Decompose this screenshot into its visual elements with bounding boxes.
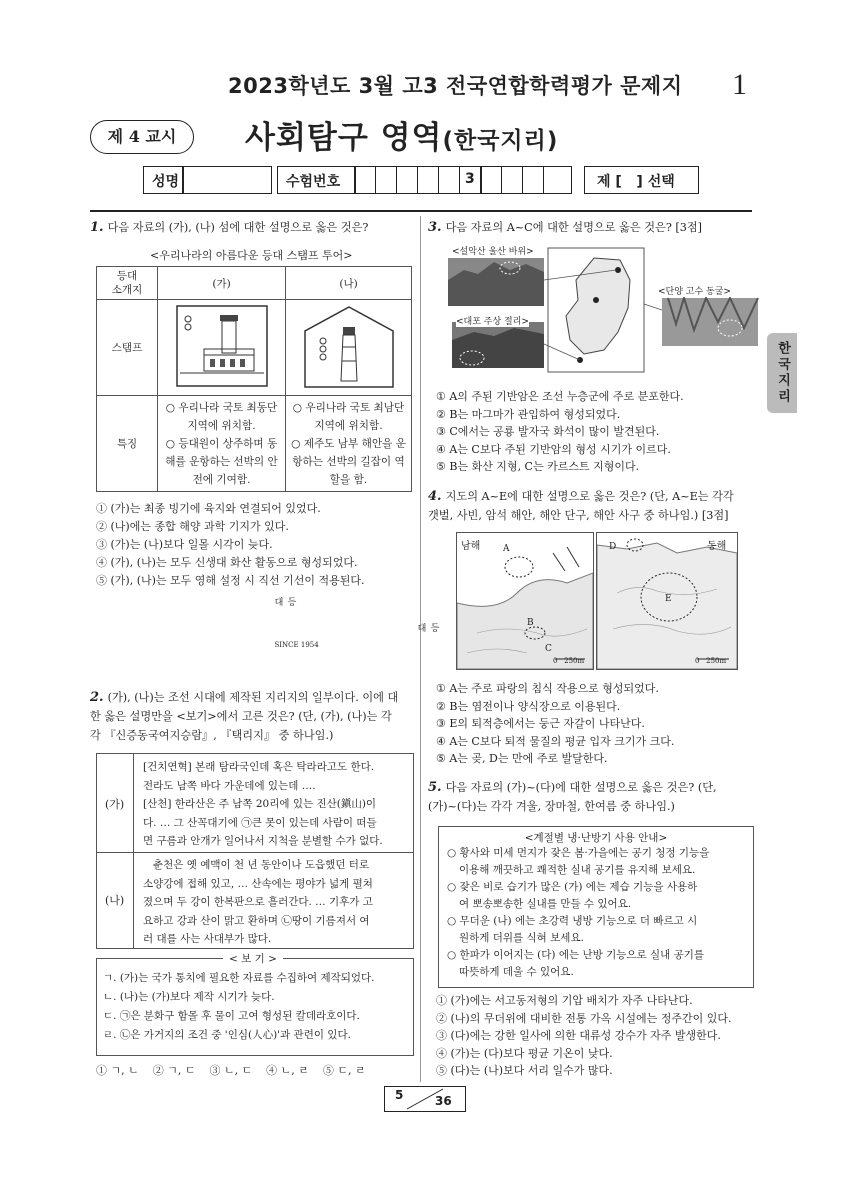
subject-sub: (한국지리) bbox=[442, 128, 559, 154]
q2-label-b: (나) bbox=[105, 894, 125, 907]
name-label: 성명 bbox=[152, 174, 180, 190]
q5-box bbox=[438, 826, 754, 988]
q4-map-1-label: 남해 bbox=[461, 541, 481, 552]
q4-option-2[interactable]: ② B는 염전이나 양식장으로 이용된다. bbox=[436, 699, 621, 713]
question-5 bbox=[428, 778, 758, 816]
column-divider bbox=[420, 216, 421, 1082]
q2-label-a: (가) bbox=[105, 798, 125, 811]
svg-text:D: D bbox=[609, 542, 617, 552]
q3-number: 3. bbox=[428, 220, 442, 235]
q1-option-4[interactable]: ④ (가), (나)는 모두 신생대 화산 활동으로 형성되었다. bbox=[96, 556, 358, 569]
q2-stem-1 bbox=[90, 688, 415, 707]
q4-option-4[interactable]: ④ A는 C보다 퇴적 물질의 평균 입자 크기가 크다. bbox=[436, 734, 675, 748]
q1-feature-b-2: ○ 제주도 남부 해안을 운항하는 선박의 길잡이 역할을 함. bbox=[291, 437, 406, 486]
q4-map-1 bbox=[456, 532, 594, 670]
question-3 bbox=[428, 218, 758, 237]
q3-option-5[interactable]: ⑤ B는 화산 지형, C는 카르스트 지형이다. bbox=[436, 460, 640, 473]
q5-option-2[interactable]: ② (나)의 무더위에 대비한 전통 가옥 시설에는 정주간이 있다. bbox=[436, 1011, 732, 1025]
period-badge: 제 4 교시 bbox=[90, 120, 194, 154]
q3-label-c: <단양 고수 동굴> bbox=[658, 284, 731, 297]
q5-option-3[interactable]: ③ (다)에는 강한 일사에 의한 대류성 강수가 자주 발생한다. bbox=[436, 1029, 721, 1042]
footer-page: 5 bbox=[395, 1088, 404, 1102]
lighthouse-stamp-b-icon bbox=[301, 303, 397, 389]
q2-text-a-5: 면 구름과 안개가 일어나서 지척을 분별할 수가 없다. bbox=[143, 835, 383, 847]
question-2 bbox=[90, 688, 415, 745]
q3-figure bbox=[444, 240, 764, 380]
name-box[interactable] bbox=[143, 166, 272, 194]
q2-passage-divider-h bbox=[97, 852, 413, 853]
exam-number-label: 수험번호 bbox=[286, 174, 341, 190]
q2-passage bbox=[96, 753, 414, 949]
q2-text-b bbox=[143, 856, 373, 949]
svg-text:B: B bbox=[527, 618, 534, 628]
svg-text:A: A bbox=[503, 544, 510, 554]
q5-option-5[interactable]: ⑤ (다)는 (나)보다 서리 일수가 많다. bbox=[436, 1064, 613, 1077]
q2-bogi-1: ㄱ. (가)는 국가 통치에 필요한 자료를 수집하여 제작되었다. bbox=[103, 972, 375, 984]
q5-number: 5. bbox=[428, 780, 442, 795]
q1-feature-b bbox=[286, 396, 412, 492]
q4-map-2-scale: 0 250m bbox=[695, 657, 727, 665]
q2-text-a-3: [산천] 한라산은 주 남쪽 20리에 있는 진산(鎭山)이 bbox=[143, 798, 377, 810]
q4-map-2-label: 동해 bbox=[707, 541, 727, 552]
q3-option-4[interactable]: ④ A는 C보다 주된 기반암의 형성 시기가 이르다. bbox=[436, 442, 671, 456]
q1-option-3[interactable]: ③ (가)는 (나)보다 일몰 시각이 늦다. bbox=[96, 538, 273, 551]
question-1 bbox=[90, 218, 410, 237]
question-4 bbox=[428, 487, 758, 525]
q3-option-3[interactable]: ③ C에서는 공룡 발자국 화석이 많이 발견된다. bbox=[436, 425, 660, 438]
subject-side-tab: 한국지리 bbox=[767, 333, 797, 413]
q2-bogi-3: ㄷ. ㉠은 분화구 함몰 후 물이 고여 형성된 칼데라호이다. bbox=[103, 1010, 360, 1022]
q4-map-1-svg bbox=[457, 533, 593, 669]
q5-box-line-7: ○ 한파가 이어지는 (다) 에는 난방 기능으로 실내 공기를 bbox=[447, 949, 705, 961]
q1-col-intro: 등대 소개지 bbox=[97, 267, 158, 300]
q1-options bbox=[96, 500, 416, 590]
q1-row-stamp: 스탬프 bbox=[97, 300, 158, 396]
q2-passage-divider-v bbox=[133, 754, 134, 948]
q5-stem-2: (가)~(다)는 각각 겨울, 장마철, 한여름 중 하나임.) bbox=[428, 800, 675, 813]
q2-text-b-1: 춘천은 옛 예맥이 천 년 동안이나 도읍했던 터로 bbox=[153, 859, 370, 871]
q1-feature-b-1: ○ 우리나라 국토 최남단 지역에 위치함. bbox=[292, 401, 405, 432]
select-label: 제 [ ] 선택 bbox=[597, 174, 675, 190]
q5-box-line-4: 여 뽀송뽀송한 실내를 만들 수 있어요. bbox=[459, 898, 632, 910]
footer-total: 36 bbox=[435, 1094, 452, 1108]
q1-stem-text: 다음 자료의 (가), (나) 섬에 대한 설명으로 옳은 것은? bbox=[107, 221, 369, 234]
q4-map-2-svg bbox=[597, 533, 737, 669]
q4-number: 4. bbox=[428, 489, 442, 504]
q5-stem-1 bbox=[428, 778, 758, 797]
q2-options[interactable]: ① ㄱ, ㄴ ② ㄱ, ㄷ ③ ㄴ, ㄷ ④ ㄴ, ㄹ ⑤ ㄷ, ㄹ bbox=[96, 1064, 366, 1077]
q2-bogi bbox=[96, 953, 414, 1056]
q5-box-title: <계절별 냉·난방기 사용 안내> bbox=[524, 832, 668, 844]
subject-name: 사회탐구 영역 bbox=[245, 120, 443, 156]
q2-stem-1-text: (가), (나)는 조선 시대에 제작된 지리지의 일부이다. 이에 대 bbox=[107, 691, 399, 704]
stamp-a-since: SINCE 1954 bbox=[274, 640, 319, 649]
select-box[interactable] bbox=[584, 166, 699, 194]
header-rule bbox=[90, 210, 752, 212]
q5-options bbox=[436, 992, 766, 1080]
q2-text-b-3: 졌으며 두 강이 한복판으로 흘러간다. … 기후가 고 bbox=[143, 896, 373, 908]
q1-option-2[interactable]: ② (나)에는 종합 해양 과학 기지가 있다. bbox=[96, 520, 289, 533]
svg-text:E: E bbox=[665, 594, 672, 604]
q1-feature-a bbox=[158, 396, 286, 492]
q5-box-line-5: ○ 무더운 (나) 에는 초강력 냉방 기능으로 더 빠르고 시 bbox=[447, 915, 698, 927]
q3-stem-text: 다음 자료의 A~C에 대한 설명으로 옳은 것은? [3점] bbox=[445, 221, 703, 234]
q2-text-a-1: [건치연혁] 본래 탐라국인데 혹은 탁라라고도 한다. bbox=[143, 761, 375, 773]
id-row bbox=[143, 166, 703, 194]
q2-text-b-4: 요하고 강과 산이 맑고 환하며 ㉡땅이 기름져서 여 bbox=[143, 914, 370, 927]
q1-feature-a-2: ○ 등대원이 상주하며 동해를 운항하는 선박의 안전에 기여함. bbox=[165, 437, 278, 486]
q4-stem-1 bbox=[428, 487, 758, 506]
q4-stem-1-text: 지도의 A~E에 대한 설명으로 옳은 것은? (단, A~E는 각각 bbox=[445, 490, 734, 503]
q4-options bbox=[436, 680, 766, 768]
q2-stem-2: 한 옳은 설명만을 <보기>에서 고른 것은? (단, (가), (나)는 각 bbox=[90, 710, 392, 723]
stamp-b-text: 등대 bbox=[415, 622, 439, 632]
q1-col-b: (나) bbox=[286, 267, 412, 300]
exam-title: 2023학년도 3월 고3 전국연합학력평가 문제지 bbox=[228, 74, 683, 98]
q2-bogi-2: ㄴ. (나)는 (가)보다 제작 시기가 늦다. bbox=[103, 991, 275, 1003]
q2-bogi-4: ㄹ. ㉡은 가거지의 조건 중 '인심(人心)'과 관련이 있다. bbox=[103, 1029, 351, 1041]
q2-text-b-2: 소양강에 접해 있고, … 산속에는 평야가 넓게 펼쳐 bbox=[143, 877, 373, 890]
q1-option-1[interactable]: ① (가)는 최종 빙기에 육지와 연결되어 있었다. bbox=[96, 502, 321, 515]
q5-option-4[interactable]: ④ (가)는 (다)보다 평균 기온이 낮다. bbox=[436, 1046, 613, 1060]
q3-label-b: <대포 주상 절리> bbox=[456, 314, 529, 327]
q5-box-line-1: ○ 황사와 미세 먼지가 잦은 봄·가을에는 공기 청정 기능을 bbox=[447, 847, 710, 859]
q4-map-2 bbox=[596, 532, 738, 670]
q2-stem-3: 각 『신증동국여지승람』, 『택리지』 중 하나임.) bbox=[90, 729, 334, 742]
q3-option-2[interactable]: ② B는 마그마가 관입하여 형성되었다. bbox=[436, 407, 621, 421]
q4-option-1[interactable]: ① A는 주로 파랑의 침식 작용으로 형성되었다. bbox=[436, 682, 659, 695]
exam-number-digit: 3 bbox=[465, 171, 475, 187]
q3-label-a: <설악산 울산 바위> bbox=[452, 244, 534, 257]
q1-col-a: (가) bbox=[158, 267, 286, 300]
q3-option-1[interactable]: ① A의 주된 기반암은 조선 누층군에 주로 분포한다. bbox=[436, 390, 684, 403]
q4-map-1-scale: 0 250m bbox=[553, 657, 585, 665]
svg-text:C: C bbox=[545, 644, 552, 654]
lighthouse-stamp-a-icon bbox=[174, 303, 270, 389]
q5-box-line-6: 원하게 더위를 식혀 보세요. bbox=[459, 932, 584, 944]
q5-stem-1-text: 다음 자료의 (가)~(다)에 대한 설명으로 옳은 것은? (단, bbox=[445, 781, 717, 794]
q4-stem-2: 갯벌, 사빈, 암석 해안, 해안 단구, 해안 사구 중 하나임.) [3점] bbox=[428, 509, 729, 522]
q2-text-b-5: 러 대를 사는 사대부가 많다. bbox=[143, 933, 272, 945]
q2-text-a-4: 다. … 그 산꼭대기에 ㉠큰 못이 있는데 사람이 떠들 bbox=[143, 816, 377, 829]
q4-option-3[interactable]: ③ E의 퇴적층에서는 둥근 자갈이 나타난다. bbox=[436, 717, 645, 730]
q2-bogi-title: < 보 기 > bbox=[223, 951, 283, 966]
q5-box-line-2: 이용해 깨끗하고 쾌적한 실내 공기를 유지해 보세요. bbox=[459, 864, 696, 876]
q3-options bbox=[436, 388, 766, 476]
subject-title bbox=[245, 112, 558, 157]
q1-number: 1. bbox=[90, 220, 104, 235]
q1-option-5[interactable]: ⑤ (가), (나)는 모두 영해 설정 시 직선 기선이 적용된다. bbox=[96, 574, 365, 587]
q2-text-a-2: 전라도 남쪽 바다 가운데에 있는데 …. bbox=[143, 779, 316, 792]
q2-text-a bbox=[143, 758, 383, 851]
q1-row-feature: 특징 bbox=[97, 396, 158, 492]
q2-number: 2. bbox=[90, 690, 104, 705]
q2-bogi-items bbox=[103, 969, 375, 1045]
q5-box-lines bbox=[439, 845, 753, 981]
page-number: 1 bbox=[732, 68, 747, 101]
q3-stem bbox=[428, 218, 758, 237]
q1-feature-a-1: ○ 우리나라 국토 최동단 지역에 위치함. bbox=[165, 401, 278, 432]
page-footer bbox=[384, 1086, 466, 1112]
q1-stem bbox=[90, 218, 410, 237]
stamp-a-text: 등대 bbox=[272, 596, 296, 606]
q4-option-5[interactable]: ⑤ A는 곶, D는 만에 주로 발달한다. bbox=[436, 752, 608, 765]
q5-box-line-3: ○ 잦은 비로 습기가 많은 (가) 에는 제습 기능을 사용하 bbox=[447, 881, 698, 893]
q5-box-line-8: 따뜻하게 데울 수 있어요. bbox=[459, 966, 574, 978]
q1-caption: <우리나라의 아름다운 등대 스탬프 투어> bbox=[150, 249, 353, 262]
exam-number-box[interactable] bbox=[277, 166, 572, 194]
q5-option-1[interactable]: ① (가)에는 서고동저형의 기압 배치가 자주 나타난다. bbox=[436, 994, 693, 1007]
